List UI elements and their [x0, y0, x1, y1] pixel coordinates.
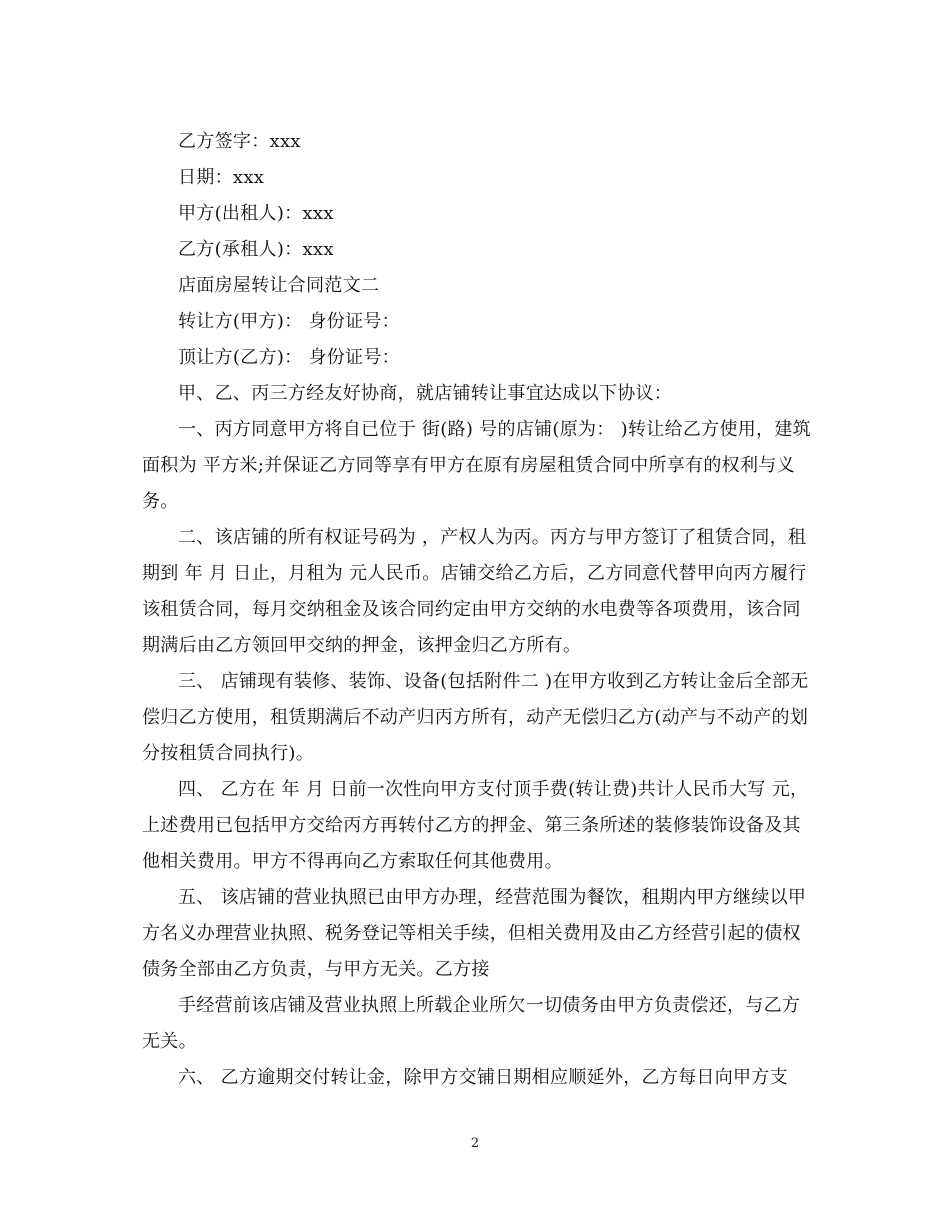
clause-3-paragraph: 三、 店铺现有装修、装饰、设备(包括附件二 )在甲方收到乙方转让金后全部无偿归乙方使用，租赁期满后不动产归丙方所有，动产无偿归乙方(动产与不动产的划分按租赁合同执行)。: [142, 671, 809, 764]
party-b-signature-line: 乙方签字：xxx: [178, 131, 301, 152]
template-title: 店面房屋转让合同范文二: [178, 275, 380, 296]
page-number: 2: [470, 1136, 480, 1151]
clause-2-paragraph: 二、该店铺的所有权证号码为 ，产权人为丙。丙方与甲方签订了租赁合同，租期到 年 月 日止，月租为 元人民币。店铺交给乙方后，乙方同意代替甲向丙方履行该租赁合同，每月交纳租金及该合同约定由甲方交纳的水电费等各项费用，该合同期满后由乙方领回甲交纳的押金，该押金归乙方所有。: [142, 527, 807, 656]
document-body: [142, 124, 812, 1096]
clause-5-continuation-paragraph: 手经营前该店铺及营业执照上所载企业所欠一切债务由甲方负责偿还，与乙方无关。: [142, 995, 801, 1052]
party-b-lessee-line: 乙方(承租人)：xxx: [178, 239, 334, 260]
preamble-paragraph: 甲、乙、丙三方经友好协商，就店铺转让事宜达成以下协议：: [178, 383, 673, 404]
party-a-lessor-line: 甲方(出租人)：xxx: [178, 203, 334, 224]
date-line: 日期：xxx: [178, 167, 265, 188]
transferor-line: 转让方(甲方)： 身份证号：: [178, 311, 400, 332]
clause-6-paragraph: 六、 乙方逾期交付转让金，除甲方交铺日期相应顺延外，乙方每日向甲方支: [178, 1067, 788, 1088]
clause-5-paragraph: 五、 该店铺的营业执照已由甲方办理，经营范围为餐饮，租期内甲方继续以甲方名义办理营业执照、税务登记等相关手续，但相关费用及由乙方经营引起的债权债务全部由乙方负责，与甲方无关。乙方接: [142, 887, 807, 980]
clause-4-paragraph: 四、 乙方在 年 月 日前一次性向甲方支付顶手费(转让费)共计人民币大写 元，上述费用已包括甲方交给丙方再转付乙方的押金、第三条所述的装修装饰设备及其他相关费用。甲方不得再向乙方索取任何其他费用。: [142, 779, 809, 872]
transferee-line: 顶让方(乙方)： 身份证号：: [178, 347, 400, 368]
clause-1-paragraph: 一、丙方同意甲方将自已位于 街(路) 号的店铺(原为： )转让给乙方使用，建筑面积为 平方米;并保证乙方同等享有甲方在原有房屋租赁合同中所享有的权利与义务。: [142, 419, 811, 512]
